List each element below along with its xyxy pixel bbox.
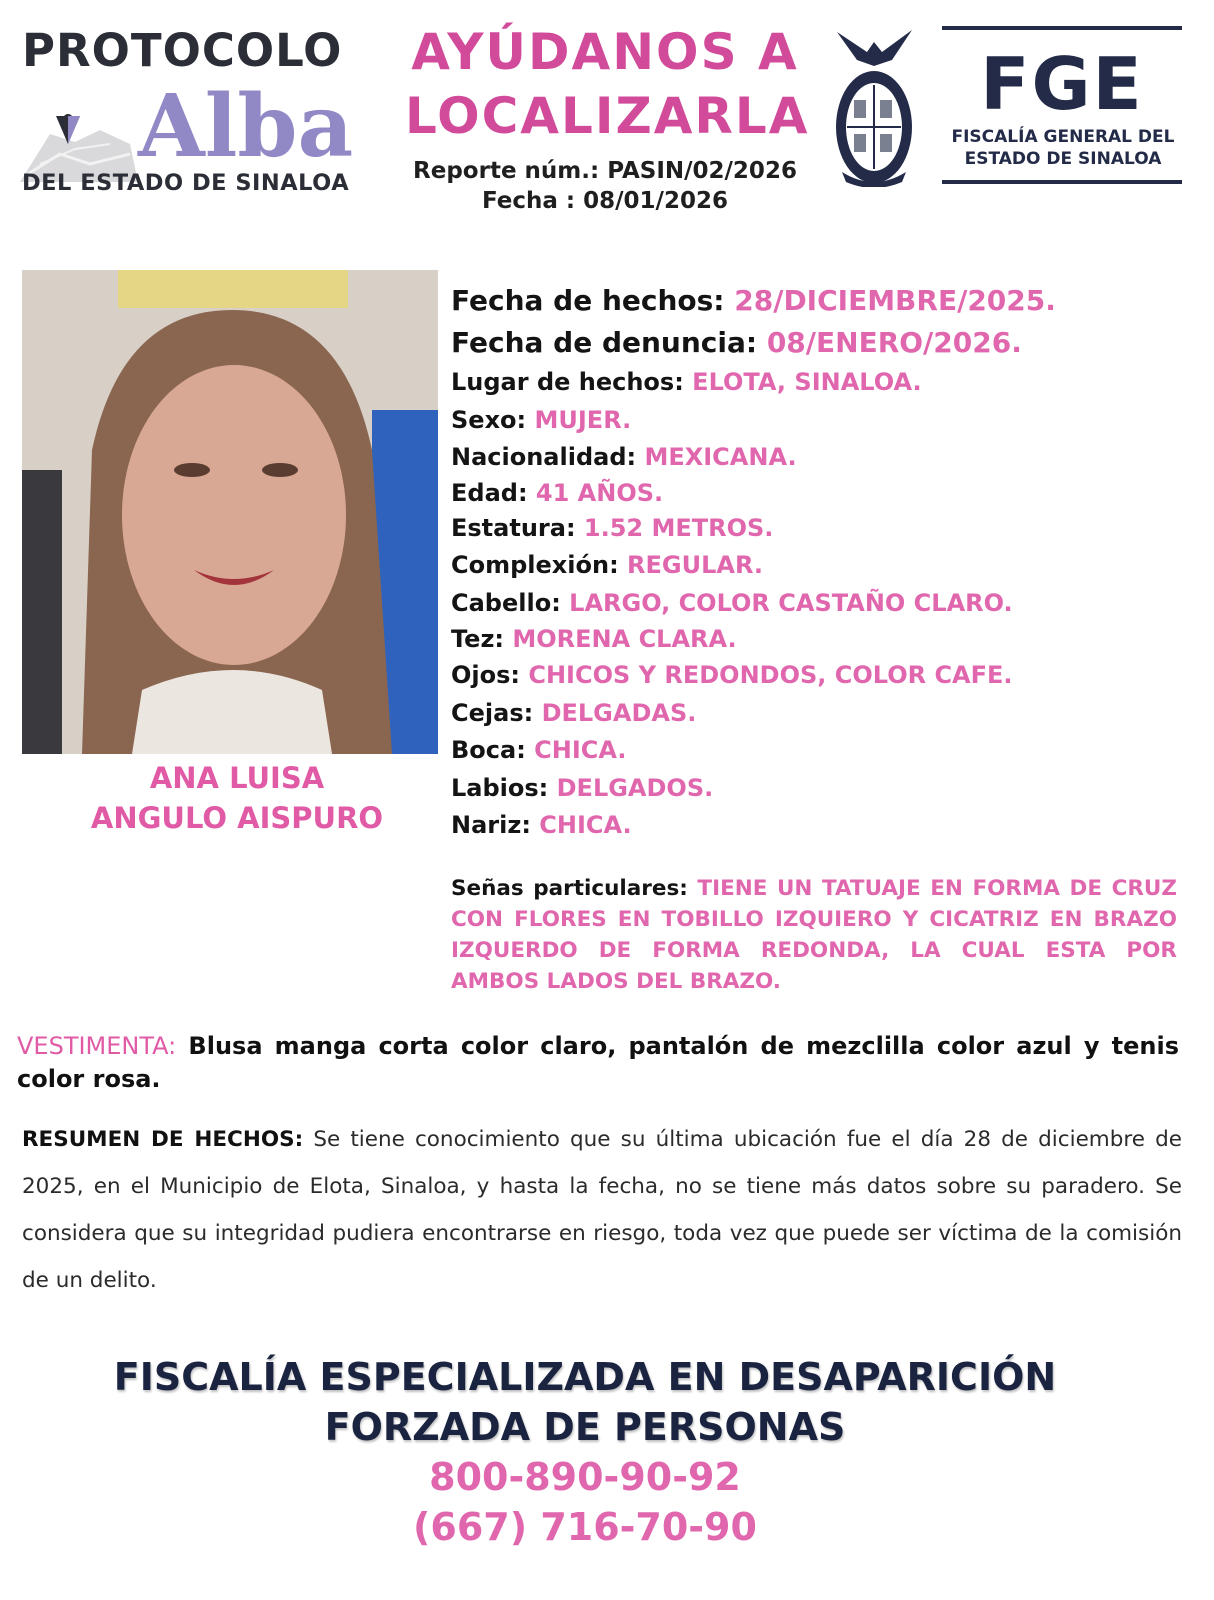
detail-value: MUJER.	[534, 405, 632, 434]
fge-subtitle-line-1: FISCALÍA GENERAL DEL	[951, 127, 1175, 147]
detail-label: Nariz:	[451, 811, 531, 839]
detail-sexo	[451, 402, 1191, 440]
detail-lugar-hechos	[451, 364, 1191, 402]
detail-label: Nacionalidad:	[451, 443, 637, 471]
agency-name-line-2: FORZADA DE PERSONAS	[324, 1405, 846, 1449]
detail-label: Edad:	[451, 478, 528, 507]
detail-cabello	[451, 585, 1191, 623]
headline-block	[405, 20, 810, 216]
detail-label: Boca:	[451, 736, 526, 764]
contact-footer	[0, 1352, 1170, 1552]
detail-value: CHICA.	[534, 736, 627, 764]
detail-fecha-hechos	[451, 280, 1191, 322]
detail-complexion	[451, 547, 1191, 585]
senas-value: TIENE UN TATUAJE EN FORMA DE CRUZ CON FLORES EN TOBILLO IZQUIERO Y CICATRIZ EN BRAZO IZQUERDO DE FORMA REDONDA, LA CUAL ESTA POR AMBOS LADOS DEL BRAZO.	[451, 876, 1177, 994]
detail-label: Cejas:	[451, 698, 534, 727]
detail-value: LARGO, COLOR CASTAÑO CLARO.	[569, 588, 1013, 617]
detail-value: 41 AÑOS.	[535, 478, 664, 507]
detail-label: Tez:	[451, 625, 505, 653]
details-list	[451, 280, 1191, 845]
detail-label: Lugar de hechos:	[451, 368, 684, 396]
detail-tez	[451, 622, 1191, 657]
resumen-label: RESUMEN DE HECHOS:	[22, 1127, 304, 1152]
person-photo	[22, 270, 438, 754]
detail-value: DELGADOS.	[556, 773, 714, 802]
detail-value: CHICA.	[539, 811, 632, 839]
vestimenta-label: VESTIMENTA:	[17, 1032, 177, 1060]
detail-boca	[451, 732, 1191, 770]
resumen-value: Se tiene conocimiento que su última ubicación fue el día 28 de diciembre de 2025, en el Municipio de Elota, Sinaloa, y hasta la fecha, no se tiene más datos sobre su paradero. Se considera que su integridad pudiera encontrarse en riesgo, toda vez que puede ser víctima de la comisión de un delito.	[22, 1127, 1182, 1293]
detail-fecha-denuncia	[451, 322, 1191, 364]
distinguishing-marks	[451, 873, 1177, 997]
phone-number-1[interactable]: 800-890-90-92	[429, 1455, 741, 1499]
detail-estatura	[451, 510, 1191, 548]
detail-edad	[451, 477, 1191, 510]
detail-ojos	[451, 657, 1191, 695]
detail-value: DELGADAS.	[541, 698, 697, 727]
detail-value: MORENA CLARA.	[512, 625, 737, 653]
senas-label: Señas particulares:	[451, 876, 688, 901]
detail-labios	[451, 770, 1191, 808]
portrait-illustration	[22, 270, 438, 754]
alba-logo-word: Alba	[138, 76, 354, 177]
detail-label: Sexo:	[451, 405, 527, 434]
detail-cejas	[451, 695, 1191, 733]
fge-top-rule	[942, 26, 1182, 30]
person-name-line-1: ANA LUISA	[149, 761, 325, 795]
fge-logo	[832, 22, 1182, 192]
person-name	[22, 758, 452, 838]
detail-label: Estatura:	[451, 513, 576, 542]
detail-value: ELOTA, SINALOA.	[692, 368, 922, 396]
fge-subtitle-line-2: ESTADO DE SINALOA	[964, 149, 1162, 169]
headline-line-1: AYÚDANOS A	[411, 23, 799, 81]
fge-bottom-rule	[942, 180, 1182, 184]
alba-logo-top-text: PROTOCOLO	[22, 24, 343, 77]
clothing-description	[17, 1030, 1179, 1096]
detail-label: Fecha de denuncia:	[451, 326, 758, 359]
detail-label: Ojos:	[451, 661, 520, 689]
detail-value: CHICOS Y REDONDOS, COLOR CAFE.	[528, 661, 1013, 689]
detail-value: REGULAR.	[627, 551, 764, 579]
fge-title: FGE	[980, 42, 1144, 126]
phone-number-2[interactable]: (667) 716-70-90	[413, 1505, 757, 1549]
detail-label: Complexión:	[451, 551, 619, 579]
detail-value: 1.52 METROS.	[583, 513, 774, 542]
detail-label: Cabello:	[451, 588, 561, 617]
report-number: Reporte núm.: PASIN/02/2026	[413, 158, 797, 184]
headline-line-2: LOCALIZARLA	[405, 87, 810, 145]
protocolo-alba-logo	[20, 24, 370, 204]
detail-value: MEXICANA.	[644, 443, 797, 471]
detail-value: 08/ENERO/2026.	[766, 326, 1022, 359]
detail-label: Fecha de hechos:	[451, 284, 725, 317]
state-seal-icon	[832, 22, 917, 187]
alba-logo-bottom-text: DEL ESTADO DE SINALOA	[22, 170, 350, 196]
fge-subtitle	[928, 126, 1198, 170]
summary-of-facts	[22, 1116, 1182, 1304]
detail-nariz	[451, 807, 1191, 845]
detail-nacionalidad	[451, 439, 1191, 477]
person-name-line-2: ANGULO AISPURO	[90, 801, 384, 835]
detail-label: Labios:	[451, 773, 549, 802]
report-date: Fecha : 08/01/2026	[482, 188, 728, 214]
agency-name-line-1: FISCALÍA ESPECIALIZADA EN DESAPARICIÓN	[113, 1355, 1057, 1399]
detail-value: 28/DICIEMBRE/2025.	[734, 284, 1056, 317]
vestimenta-value: Blusa manga corta color claro, pantalón de mezclilla color azul y tenis color rosa.	[17, 1032, 1180, 1093]
